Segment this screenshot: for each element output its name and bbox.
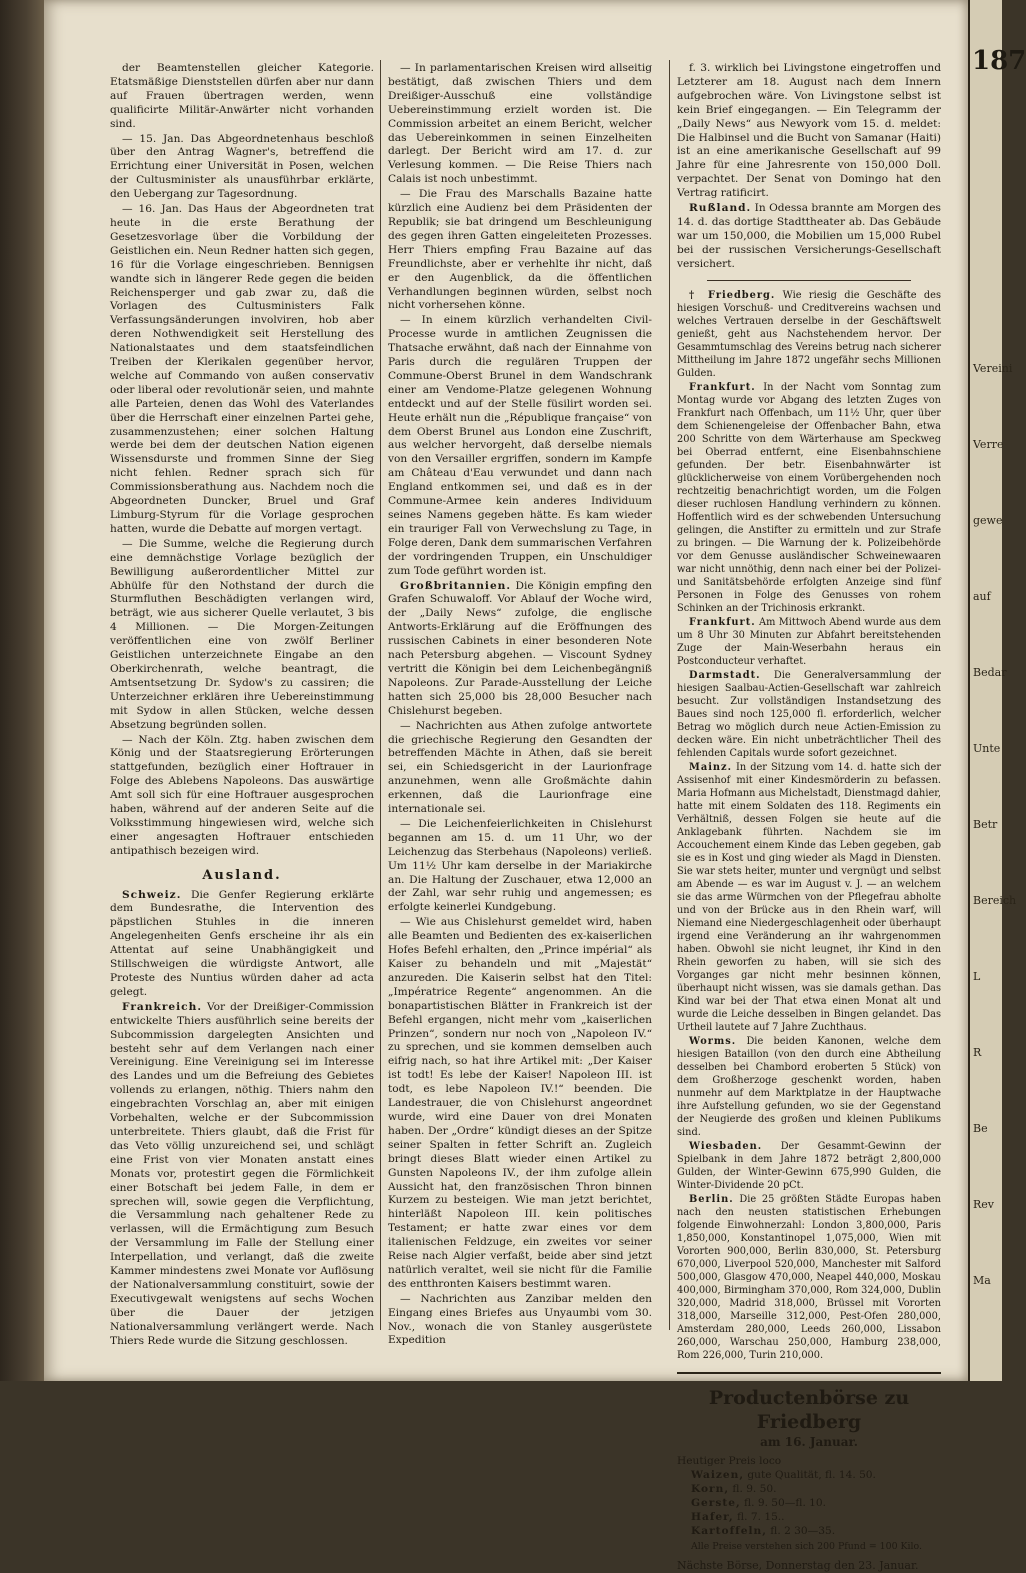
- commodity-price: fl. 2 30—35.: [770, 1524, 836, 1537]
- article-paragraph: [110, 203, 374, 537]
- article-text: — In einem kürzlich verhandelten Civil-Processe wurde in amtlichen Zeugnissen die Thatsache erwähnt, daß nach der Einnahme von Paris durch die regulären Truppen der Commune-Oberst Brunel in dem Wandschrank einer am Vendome-Platze gelegenen Wohnung entdeckt und auf der Stelle füsilirt worden sei. Heute erhält nun die „République française“ von dem Oberst Brunel aus London eine Zuschrift, aus welcher hervorgeht, daß derselbe niemals von den Versailler ergriffen, sondern im Kampfe am Château d'Eau verwundet und dann nach England entkommen sei, und daß es in der Commune-Armee kein anderes Individuum seines Namens gegeben hätte. Es kam wieder ein trauriger Fall von Verwechslung zu Tage, in Folge deren, Dank dem summarischen Verfahren der vordringenden Truppen, ein Unschuldiger zum Tode geführt worden ist.: [388, 314, 652, 577]
- article-text: Am Mittwoch Abend wurde aus dem um 8 Uhr 30 Minuten zur Abfahrt bereitstehenden Zuge der Main-Weserbahn heraus ein Postconducteur verhaftet.: [677, 616, 941, 667]
- article-dateline: Frankfurt.: [689, 616, 756, 628]
- article-text: — Die Leichenfeierlichkeiten in Chislehurst begannen am 15. d. um 11 Uhr, wo der Leichenzug das Sterbehaus (Napoleons) verließ. Um 11½ Uhr kam derselbe in der Mariakirche an. Die Haltung der Zuschauer, etwa 12,000 an der Zahl, war sehr ruhig und angemessen; es erfolgte keinerlei Kundgebung.: [388, 817, 652, 914]
- article-text: der Beamtenstellen gleicher Kategorie. Etatsmäßige Dienststellen dürfen aber nur dann auf Frauen übertragen werden, wenn qualificirte Militär-Anwärter nicht vorhanden sind.: [110, 62, 374, 130]
- next-exchange: Nächste Börse, Donnerstag den 23. Januar.: [677, 1559, 919, 1573]
- article-dateline: Großbritannien.: [400, 579, 512, 592]
- adjacent-year: 187: [972, 46, 1026, 76]
- article-paragraph: [677, 1140, 941, 1192]
- article-paragraph: [677, 202, 941, 272]
- article-text: In Odessa brannte am Morgen des 14. d. das dortige Stadttheater ab. Das Gebäude war um 150,000, die Mobilien um 15,000 Rubel bei der russischen Versicherungs-Gesellschaft versichert.: [677, 202, 941, 270]
- article-paragraph: [677, 669, 941, 760]
- column-left: [110, 62, 374, 1347]
- article-dateline: Worms.: [689, 1035, 737, 1047]
- column-rule: [380, 60, 381, 1330]
- article-text: — In parlamentarischen Kreisen wird allseitig bestätigt, daß zwischen Thiers und dem Dreißiger-Ausschuß eine vollständige Uebereinstimmung erzielt worden ist. Die Commission arbeitet an einem Bericht, welcher das Uebereinkommen in seinen Einzelheiten darlegt. Der Bericht wird am 17. d. zur Verlesung kommen. — Die Reise Thiers nach Calais ist noch unbestimmt.: [388, 62, 652, 186]
- edge-fragment: Bereich: [973, 894, 1017, 907]
- article-text: In der Sitzung vom 14. d. hatte sich der Assisenhof mit einer Kindesmörderin zu befassen. Maria Hofmann aus Michelstadt, Dienstmagd dahier, hatte mit einem Soldaten des 118. Regiments ein Verhältniß, dessen Folgen sie heute auf die Anklagebank führten. Nachdem sie im Accouchement einem Kinde das Leben gegeben, gab sie es in Kost und ging wieder als Magd in Diensten. Sie war stets heiter, munter und vergnügt und selbst am Abende — es war im August v. J. — an welchem sie das arme Würmchen von der Pflegefrau abholte und von der Brücke aus in den Rhein warf, will Niemand eine Niedergeschlagenheit oder überhaupt irgend eine Veränderung an ihr wahrgenommen haben. Obwohl sie nicht leugnet, ihr Kind in den Rhein geworfen zu haben, will sie sich des Vorganges gar nicht mehr besinnen können, überhaupt nicht wissen, was sie damals gethan. Das Kind war bei der That etwa einen Monat alt und wurde die Leiche desselben in Bingen gelandet. Das Urtheil lautete auf 7 Jahre Zuchthaus.: [677, 761, 941, 1033]
- article-paragraph: [677, 62, 941, 201]
- article-text: — Nachrichten aus Zanzibar melden den Eingang eines Briefes aus Unyaumbi vom 30. Nov., wonach die von Stanley ausgerüstete Expedition: [388, 1292, 652, 1347]
- article-text: f. 3. wirklich bei Livingstone eingetroffen und Letzterer am 18. August nach dem Innern aufgebrochen wäre. Von Livingstone selbst ist kein Brief eingegangen. — Ein Telegramm der „Daily News“ aus Newyork vom 15. d. meldet: Die Halbinsel und die Bucht von Samanar (Haiti) ist an eine amerikanische Gesellschaft auf 99 Jahre für eine Jahresrente von 150,000 Doll. verpachtet. Der Senat von Domingo hat den Vertrag ratificirt.: [677, 62, 941, 200]
- exchange-intro: Heutiger Preis loco: [677, 1454, 782, 1467]
- article-text: Wie riesig die Geschäfte des hiesigen Vorschuß- und Creditvereins wachsen und welches Vertrauen derselbe in der Geschäftswelt genießt, geht aus Nachstehendem hervor. Der Gesammtumschlag des Vereins betrug nach sicherer Mittheilung im Jahre 1872 ungefähr sechs Millionen Gulden.: [677, 289, 941, 379]
- exchange-note: Alle Preise verstehen sich 200 Pfund = 100 Kilo.: [691, 1540, 922, 1552]
- edge-fragment: Bedar: [973, 666, 1007, 679]
- article-text: — Die Frau des Marschalls Bazaine hatte kürzlich eine Audienz bei dem Präsidenten der Republik; sie bat dringend um Beschleunigung des gegen ihren Gatten eingeleiteten Prozesses. Herr Thiers empfing Frau Bazaine auf das Freundlichste, aber er verhehlte ihr nicht, daß er den Augenblick, da die öffentlichen Verhandlungen beginnen würden, selbst noch nicht vorhersehen könne.: [388, 188, 652, 312]
- article-dateline: Frankreich.: [122, 1000, 203, 1013]
- article-paragraph: [677, 616, 941, 668]
- exchange-date: am 16. Januar.: [760, 1434, 858, 1449]
- article-paragraph: [388, 720, 652, 817]
- price-row: [691, 1482, 941, 1496]
- article-dateline: Darmstadt.: [689, 669, 761, 681]
- article-paragraph: [388, 314, 652, 578]
- edge-fragment: L: [973, 970, 981, 983]
- commodity-name: Kartoffeln,: [691, 1524, 767, 1537]
- article-text: — Nach der Köln. Ztg. haben zwischen dem König und der Staatsregierung Erörterungen stattgefunden, bezüglich einer Hoftrauer in Folge des Ablebens Napoleons. Das auswärtige Amt soll sich für eine Hoftrauer ausgesprochen haben, während auf der anderen Seite auf die Volksstimmung hingewiesen wird, welche sich einer angesagten Hoftrauer entschieden antipathisch bezeigen wird.: [110, 733, 374, 857]
- article-dateline: Frankfurt.: [689, 381, 756, 393]
- exchange-title: Productenbörse zu Friedberg: [708, 1386, 910, 1433]
- edge-fragment: Verre: [973, 438, 1004, 451]
- article-text: Die Generalversammlung der hiesigen Saalbau-Actien-Gesellschaft war zahlreich besucht. Zur vollständigen Instandsetzung des Baues sind noch 125,000 fl. erforderlich, welcher Betrag wo möglich durch neue Actien-Emission zu decken wäre. Ein nicht unbeträchtlicher Theil des fehlenden Capitals wurde sofort gezeichnet.: [677, 669, 941, 759]
- adjacent-page-edge: [968, 0, 1026, 1381]
- article-paragraph: [388, 916, 652, 1291]
- article-text: Die beiden Kanonen, welche dem hiesigen Bataillon (von den durch eine Abtheilung desselben bei Chambord eroberten 5 Stück) von dem Großherzoge geschenkt worden, haben nunmehr auf dem Marktplatze in der Hauptwache ihre Aufstellung gefunden, wo sie der Gegenstand der Neugierde des großen und kleinen Publikums sind.: [677, 1035, 941, 1138]
- article-paragraph: [388, 580, 652, 719]
- article-dateline: Wiesbaden.: [689, 1140, 763, 1152]
- price-row: [691, 1510, 941, 1524]
- edge-fragment: Be: [973, 1122, 988, 1135]
- edge-fragment: R: [973, 1046, 982, 1059]
- binding-spine: [0, 0, 44, 1381]
- article-dateline: Berlin.: [689, 1193, 734, 1205]
- price-row: [691, 1496, 941, 1510]
- separator-line: [707, 280, 911, 281]
- produce-exchange-box: [677, 1372, 941, 1573]
- article-paragraph: [110, 1001, 374, 1349]
- article-dateline: Schweiz.: [122, 888, 182, 901]
- section-title: Ausland.: [202, 867, 282, 883]
- edge-fragment: Rev: [973, 1198, 995, 1211]
- article-paragraph: [677, 1035, 941, 1139]
- commodity-name: Korn,: [691, 1482, 730, 1495]
- edge-fragment: auf: [973, 590, 991, 603]
- edge-fragment: Ma: [973, 1274, 991, 1287]
- commodity-price: fl. 9. 50—fl. 10.: [744, 1496, 827, 1509]
- article-text: Die 25 größten Städte Europas haben nach den neusten statistischen Erhebungen folgende Einwohnerzahl: London 3,800,000, Paris 1,850,000, Konstantinopel 1,075,000, Wien mit Vororten 900,000, Berlin 830,000, St. Petersburg 670,000, Liverpool 520,000, Manchester mit Salford 500,000, Glasgow 470,000, Neapel 440,000, Moskau 400,000, Birmingham 370,000, Rom 324,000, Dublin 320,000, Madrid 318,000, Brüssel mit Vororten 318,000, Marseille 312,000, Pest-Ofen 280,000, Amsterdam 280,000, Leeds 260,000, Lissabon 260,000, Warschau 250,000, Hamburg 238,000, Rom 226,000, Turin 210,000.: [677, 1193, 941, 1361]
- article-text: — Die Summe, welche die Regierung durch eine demnächstige Vorlage bezüglich der Bewilligung außerordentlicher Mittel zur Abhülfe für den Nothstand der durch die Sturmfluthen Beschädigten verlangen wird, beträgt, wie aus sicherer Quelle verlautet, 3 bis 4 Millionen. — Die Morgen-Zeitungen veröffentlichen eine von zwölf Berliner Geistlichen unterzeichnete Eingabe an den Oberkirchenrath, welche beantragt, die Amtsentsetzung Dr. Sydow's zu cassiren; die Unterzeichner erklären ihre Uebereinstimmung mit Sydow in allen Stücken, welche dessen Absetzung begründen sollen.: [110, 537, 374, 731]
- commodity-price: fl. 9. 50.: [732, 1482, 777, 1495]
- article-text: — 15. Jan. Das Abgeordnetenhaus beschloß über den Antrag Wagner's, betreffend die Errichtung einer Universität in Posen, welchen der Cultusminister als unausführbar erklärte, den Uebergang zur Tagesordnung.: [110, 132, 374, 201]
- article-dateline: Mainz.: [689, 761, 733, 773]
- column-middle: [388, 62, 652, 1347]
- edge-fragment: Betr: [973, 818, 998, 831]
- article-text: In der Nacht vom Sonntag zum Montag wurde vor Abgang des letzten Zuges von Frankfurt nach Offenbach, um 11½ Uhr, quer über dem Schienengeleise der Offenbacher Bahn, etwa 200 Schritte von dem Wärterhause am Speckweg bei Oberrad entfernt, eine Eisenbahnschiene gefunden. Der betr. Eisenbahnwärter ist glücklicherweise von einem Vorübergehenden noch rechtzeitig benachrichtigt worden, um die Folgen dieser ruchlosen Handlung verhindern zu können. Hoffentlich wird es der schwebenden Untersuchung gelingen, die Anstifter zu ermitteln und zur Strafe zu bringen. — Die Warnung der k. Polizeibehörde vor dem Genusse ausländischer Schweinewaaren war nicht unnöthig, denn nach einer bei der Polizei- und Sanitätsbehörde erfolgten Anzeige sind fünf Personen in Folge des Genusses von rohem Schinken an der Trichinosis erkrankt.: [677, 381, 941, 614]
- commodity-price: fl. 7. 15..: [737, 1510, 785, 1523]
- article-paragraph: [677, 1193, 941, 1362]
- article-paragraph: [110, 133, 374, 203]
- column-rule: [669, 60, 670, 1330]
- article-paragraph: [110, 734, 374, 859]
- article-text: — Nachrichten aus Athen zufolge antwortete die griechische Regierung den Gesandten der betreffenden Mächte in Athen, daß sie bereit sei, ein Schiedsgericht in der Laurionfrage anzunehmen, wenn alle Großmächte dahin erkennen, daß die Laurionfrage eine internationale sei.: [388, 719, 652, 816]
- edge-fragment: Unte: [973, 742, 1001, 755]
- article-text: — Wie aus Chislehurst gemeldet wird, haben alle Beamten und Bedienten des ex-kaiserlichen Hofes Befehl erhalten, den „Prince impérial“ als Kaiser zu behandeln und mit „Majestät“ anzureden. Die Kaiserin selbst hat den Titel: „Impératrice Regente“ angenommen. An die bonapartistischen Blätter in Frankreich ist der Befehl ergangen, nicht mehr vom „kaiserlichen Prinzen“, sondern nur noch von „Napoleon IV.“ zu sprechen, und sie kommen demselben auch eifrig nach, so hat ihre Artikel mit: „Der Kaiser ist todt! Es lebe der Kaiser! Napoleon III. ist todt, es lebe Napoleon IV.!“ beenden. Die Landestrauer, die von Chislehurst angeordnet wurde, wird eine Dauer von drei Monaten haben. Der „Ordre“ kündigt dieses an der Spitze seiner Spalten in fetter Schrift an. Zugleich bringt dieses Blatt wieder einen Artikel zu Gunsten Napoleons IV., der ihm zufolge allein Aussicht hat, den französischen Thron binnen Kurzem zu besteigen. Wie man jetzt berichtet, hinterläßt Napoleon III. kein politisches Testament; er hatte zwar eines vor dem italienischen Feldzuge, ein zweites vor seiner Reise nach Algier verfaßt, beide aber sind jetzt natürlich veraltet, weil sie nicht für die Familie des entthronten Kaisers bestimmt waren.: [388, 916, 652, 1290]
- commodity-name: Gerste,: [691, 1496, 741, 1509]
- article-paragraph: [110, 889, 374, 1000]
- price-row: [691, 1524, 941, 1538]
- article-paragraph: [677, 289, 941, 380]
- article-paragraph: [677, 761, 941, 1034]
- article-text: Vor der Dreißiger-Commission entwickelte Thiers ausführlich seine bereits der Subcommission dargelegten Ansichten und besteht sehr auf dem Verlangen nach einer Vereinigung. Eine Vereinigung sei im Interesse des Landes und um die Befreiung des Gebietes vollends zu erlangen, nöthig. Thiers nahm den eingebrachten Vorschlag an, aber mit einigen Vorbehalten, welche er der Subcommission unterbreitete. Thiers glaubt, daß die Frist für das Veto völlig unzureichend sei, und schlägt eine Frist von vier Monaten anstatt eines Monats vor, protestirt gegen die Förmlichkeit einer Botschaft bei jedem Falle, in dem er sprechen will, sowie gegen die Verpflichtung, die Versammlung nach gehaltener Rede zu verlassen, will die Ermächtigung zum Besuch der Versammlung im Falle der Stellung einer Interpellation, und verlangt, daß die zweite Kammer mindestens zwei Monate vor Auflösung der Nationalversammlung constituirt, sowie der Executivgewalt wenigstens auf sechs Wochen über die Dauer der jetzigen Nationalversammlung verlängert werde. Nach Thiers Rede wurde die Sitzung geschlossen.: [110, 1000, 374, 1347]
- article-paragraph: [388, 818, 652, 915]
- commodity-name: Waizen,: [691, 1468, 745, 1481]
- price-row: [691, 1468, 941, 1482]
- edge-fragment: gewe: [973, 514, 1003, 527]
- article-paragraph: [110, 538, 374, 733]
- article-paragraph: [110, 62, 374, 132]
- column-right: [677, 62, 941, 1573]
- edge-fragment: Vereini: [973, 362, 1013, 375]
- price-list: [677, 1468, 941, 1538]
- article-paragraph: [388, 62, 652, 187]
- article-text: Die Königin empfing den Grafen Schuwaloff. Vor Ablauf der Woche wird, der „Daily News“ zufolge, die englische Antworts-Erklärung auf die Eröffnungen des russischen Cabinets in einer besonderen Note nach Petersburg abgehen. — Viscount Sydney vertritt die Königin bei dem Leichenbegängniß Napoleons. Zur Parade-Ausstellung der Leiche hatten sich 25,000 bis 28,000 Besucher nach Chislehurst begeben.: [388, 579, 652, 717]
- commodity-name: Hafer,: [691, 1510, 734, 1523]
- commodity-price: gute Qualität, fl. 14. 50.: [747, 1468, 876, 1481]
- article-text: Der Gesammt-Gewinn der Spielbank in dem Jahre 1872 beträgt 2,800,000 Gulden, der Winter-Gewinn 675,990 Gulden, die Winter-Dividende 20 pCt.: [677, 1140, 941, 1191]
- article-text: Die Genfer Regierung erklärte dem Bundesrathe, die Intervention des päpstlichen Stuhles in die inneren Angelegenheiten Genfs erscheine ihr als ein Attentat auf seine Unabhängigkeit und Stillschweigen die würdigste Antwort, alle Proteste des Nuntius würden daher ad acta gelegt.: [110, 888, 374, 998]
- article-paragraph: [677, 381, 941, 615]
- article-paragraph: [388, 1293, 652, 1349]
- article-dateline: † Friedberg.: [689, 289, 776, 301]
- article-paragraph: [388, 188, 652, 313]
- article-dateline: Rußland.: [689, 202, 752, 215]
- article-text: — 16. Jan. Das Haus der Abgeordneten trat heute in die erste Berathung der Gesetzesvorlage über die Vorbildung der Geistlichen ein. Neun Redner hatten sich gegen, 16 für die Vorlage eingeschrieben. Bennigsen wandte sich in längerer Rede gegen die beiden Reichensperger und gab zwar zu, daß die Vorlagen des Cultusministers Falk Verfassungsänderungen involviren, hob aber deren Nothwendigkeit seit Herstellung des Nationalstaates und dem staatsfeindlichen Treiben der Klerikalen gegenüber hervor, welche auf Commando von außen conservativ oder liberal oder revolutionär seien, und mahnte alle Parteien, denen das Wohl des Vaterlandes über die Herrschaft einer einzelnen Partei gehe, zusammenzustehen; einer solchen Haltung werde bei dem der deutschen Nation eigenen Wissensdurste und frommen Sinne der Sieg nicht fehlen. Redner sprach sich für Commissionsberathung aus. Nachdem noch die Abgeordneten Duncker, Bruel und Graf Limburg-Styrum für die Vorlage gesprochen hatten, wurde die Debatte auf morgen vertagt.: [110, 203, 374, 535]
